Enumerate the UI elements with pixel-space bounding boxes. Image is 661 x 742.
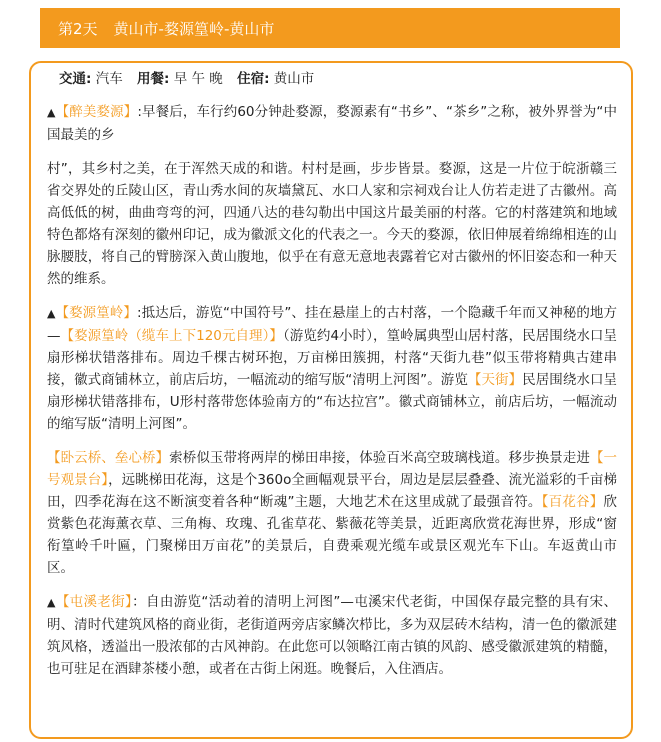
transport-value: 汽车 — [95, 71, 123, 87]
transport-label: 交通: — [59, 71, 92, 87]
day-header-bar — [40, 8, 620, 48]
highlight-flower-valley: 【百花谷】 — [541, 494, 604, 510]
highlight-huangling-cable: 【婺源篁岭（缆车上下120元自理）】 — [60, 328, 283, 344]
trip-meta — [47, 69, 617, 89]
section-title: 【醉美婺源】 — [55, 104, 138, 120]
triangle-bullet-icon: ▲ — [47, 307, 56, 320]
section-text: :抵达后，游览“中国符号”、挂在悬崖上的古村落，一个隐藏千年而又神秘的地方— — [47, 305, 617, 344]
section-text: ：自由游览“活动着的清明上河图”—屯溪宋代老街，中国保存最完整的具有宋、明、清时代建筑风格的商业街，老街道两旁店家鳞次栉比，多为双层砖木结构，清一色的徽派建筑风格，透溢出一股浓郁的古风神韵。在此您可以领略江南古镇的风韵、感受徽派建筑的精髓，也可驻足在酒肆茶楼小憩，或者在古街上闲逛。晚餐后，入住酒店。 — [47, 594, 617, 677]
section-title: 【屯溪老街】 — [55, 594, 133, 610]
stay-label: 住宿: — [237, 71, 270, 87]
triangle-bullet-icon: ▲ — [47, 596, 56, 609]
stay-value: 黄山市 — [273, 71, 315, 87]
section-text: 欣赏紫色花海薰衣草、三角梅、玫瑰、孔雀草花、紫薇花等美景，近距离欣赏花海世界，形成“窗衔篁岭千叶匾，门聚梯田万亩花”的美景后，自费乘观光缆车或景区观光车下山。车返黄山市区。 — [47, 494, 617, 576]
section-text: :早餐后，车行约60分钟赴婺源，婺源素有“书乡”、“茶乡”之称，被外界誉为“中国最美的乡 — [47, 104, 618, 143]
section-text: 村”，其乡村之美，在于浑然天成的和谐。村村是画，步步皆景。婺源，这是一片位于皖浙赣三省交界处的丘陵山区，青山秀水间的灰墙黛瓦、水口人家和宗祠戏台让人仿若走进了古徽州。高高低低的树，曲曲弯弯的河，四通八达的巷勾勒出中国这片最美丽的村落。它的村落建筑和地域特色都烙有深刻的徽州印记，成为徽派文化的代表之一。今天的婺源，依旧伸展着绵绵相连的山脉腰肢，将自己的臂膀深入黄山腹地，似乎在有意无意地表露着它对古徽州的怀旧姿态和一种天然的维系。 — [47, 161, 617, 287]
section-text: 索桥似玉带将两岸的梯田串接，体验百米高空玻璃栈道。移步换景走进 — [169, 450, 590, 466]
itinerary-card — [29, 61, 633, 739]
section-tunxi-old-street — [47, 591, 617, 680]
section-title: 【婺源篁岭】 — [55, 305, 137, 321]
highlight-viewing-platform: 【一号观景台】 — [47, 450, 618, 488]
section-wuyuan — [47, 101, 617, 146]
section-text: （游览约4小时），篁岭属典型山居村落，民居围绕水口呈扇形梯状错落排布。周边千棵古树环抱，万亩梯田簇拥，村落“天街九巷”似玉带将精典古建串接，徽式商铺林立，前店后坊，一幅流动的缩写版“清明上河图”。游览 — [47, 328, 617, 388]
section-bridges — [47, 447, 617, 579]
day-route: 黄山市-婺源篁岭-黄山市 — [113, 19, 275, 38]
triangle-bullet-icon: ▲ — [47, 106, 56, 119]
highlight-bridges: 【卧云桥、垒心桥】 — [47, 450, 170, 466]
section-text: ，远眺梯田花海，这是个360o全画幅观景平台，周边是层层叠叠、流光溢彩的千亩梯田，四季花海在这不断演变着各种“断魂”主题，大地艺术在这里成就了最强音符。 — [47, 472, 617, 510]
meal-value: 早 午 晚 — [173, 71, 223, 87]
section-huangling — [47, 302, 617, 435]
meal-label: 用餐: — [137, 71, 170, 87]
section-text: 民居围绕水口呈扇形梯状错落排布，U形村落带您体验南方的“布达拉宫”。徽式商铺林立，前店后坊，一幅流动的缩写版“清明上河图”。 — [47, 372, 618, 432]
section-wuyuan-detail — [47, 158, 617, 290]
day-number: 第2天 — [58, 19, 98, 38]
highlight-tianjie: 【天街】 — [467, 372, 523, 388]
